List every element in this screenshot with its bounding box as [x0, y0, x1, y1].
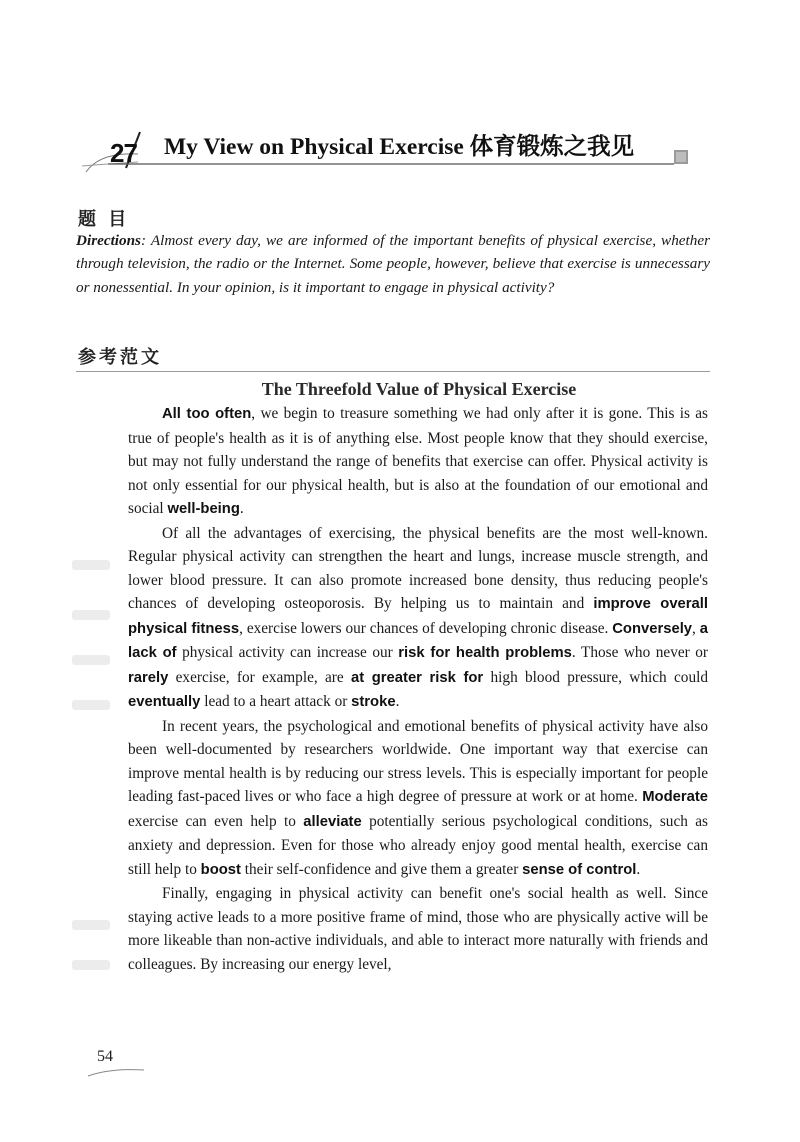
essay-text: In recent years, the psychological and emotional benefits of physical activity have also been well-documented by researchers worldwide. One important way that exercise can improve mental health is by reducing our stress levels. This is especially important for people leading fast-paced lives or who face a high degree of pressure at work or at home. — [128, 717, 708, 805]
chapter-title: My View on Physical Exercise 体育锻炼之我见 — [164, 134, 635, 160]
essay-text: their self-confidence and give them a greater — [240, 860, 523, 878]
highlight-phrase: boost — [200, 861, 241, 878]
margin-bleed-mark — [72, 700, 110, 710]
margin-bleed-mark — [72, 560, 110, 570]
margin-bleed-mark — [72, 960, 110, 970]
essay-text: potentially serious psychological conditions, such as anxiety and depression. Even for those who already enjoy good mental health, exercise can still help to — [128, 812, 708, 878]
essay-text: lead to a heart attack or — [200, 693, 352, 710]
essay-paragraph — [128, 715, 708, 883]
highlight-phrase: risk for health problems — [398, 645, 572, 661]
highlight-phrase: improve overall physical fitness — [128, 596, 708, 637]
page-number-flourish-icon — [86, 1066, 146, 1080]
section-divider — [76, 371, 710, 372]
chapter-number: 27 — [110, 138, 137, 168]
highlight-phrase: Conversely — [612, 620, 693, 637]
essay-text: , exercise lowers our chances of developing chronic disease. — [239, 619, 613, 637]
highlight-phrase: All too often — [162, 406, 252, 422]
highlight-phrase: rarely — [128, 669, 169, 686]
margin-bleed-mark — [72, 920, 110, 930]
highlight-phrase: Moderate — [642, 789, 708, 805]
highlight-phrase: at greater risk for — [351, 669, 484, 686]
essay-paragraph — [128, 882, 708, 976]
essay-text: , — [692, 619, 700, 637]
page-number: 54 — [97, 1048, 113, 1065]
essay-paragraph — [128, 402, 708, 522]
essay-text: . — [395, 693, 400, 710]
essay-text: . — [239, 500, 244, 517]
essay-paragraph — [128, 522, 708, 715]
essay-text: exercise can even help to — [128, 812, 304, 830]
margin-bleed-mark — [72, 610, 110, 620]
essay-text: high blood pressure, which could — [483, 668, 708, 686]
essay-text: Of all the advantages of exercising, the physical benefits are the most well-known. Regular physical activity can strengthen the heart and lungs, increase muscle strength, and lower blood pressure. It can also promote increased bone density, thus reducing people's chances of developing osteoporosis. By helping us to maintain and — [128, 524, 708, 612]
highlight-phrase: a lack of — [128, 620, 708, 661]
essay-body — [128, 402, 708, 976]
directions-text — [76, 229, 710, 299]
essay-text: . Those who never or — [571, 644, 708, 661]
highlight-phrase: stroke — [351, 694, 396, 710]
margin-bleed-mark — [72, 655, 110, 665]
highlight-phrase: well-being — [167, 501, 240, 517]
sample-essay-section-label: 参考范文 — [78, 347, 162, 368]
essay-text: Finally, engaging in physical activity can benefit one's social health as well. Since staying active leads to a more positive frame of mind, those who are physically active will be more likeable than non-active individuals, and able to interact more naturally with friends and colleagues. By increasing our energy level, — [128, 885, 708, 973]
directions-body: : Almost every day, we are informed of the important benefits of physical exercise, whether through television, the radio or the Internet. Some people, however, believe that exercise is unnecessary or nonessential. In your opinion, is it important to engage in physical activity? — [76, 232, 710, 296]
essay-title: The Threefold Value of Physical Exercise — [261, 379, 577, 399]
prompt-section-label: 题 目 — [78, 209, 130, 230]
directions-lead: Directions — [76, 232, 141, 249]
essay-text: , we begin to treasure something we had only after it is gone. This is as true of people's health as it is of anything else. Most people know that they should exercise, but may not fully understand the range of benefits that exercise can offer. Physical activity is not only essential for our physical health, but is also at the foundation of our emotional and social — [128, 405, 709, 517]
highlight-phrase: sense of control — [522, 861, 637, 878]
essay-text: physical activity can increase our — [176, 644, 399, 661]
essay-text: exercise, for example, are — [168, 668, 351, 686]
chapter-heading — [78, 118, 718, 178]
essay-text: . — [636, 860, 641, 878]
highlight-phrase: alleviate — [303, 813, 362, 830]
highlight-phrase: eventually — [128, 694, 201, 710]
